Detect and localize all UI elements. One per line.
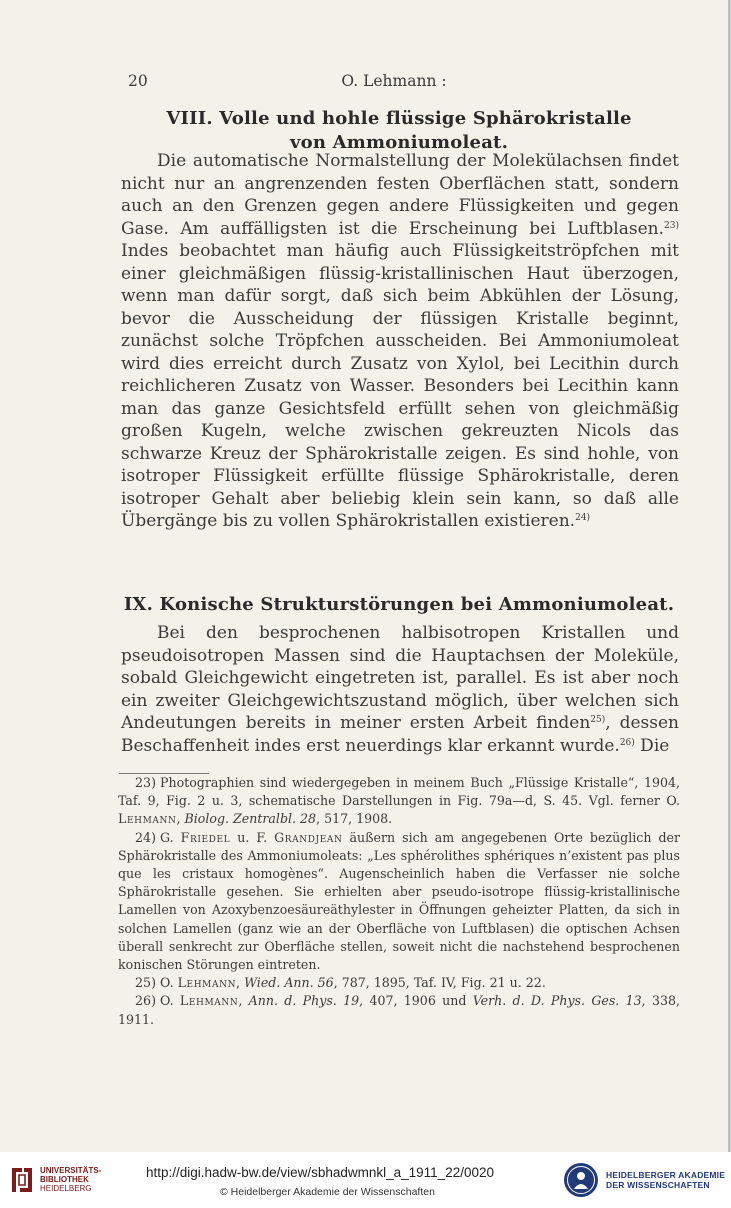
library-name-line: HEIDELBERG <box>40 1184 92 1193</box>
footnote-text: O. <box>160 975 178 991</box>
footnote-26 <box>118 992 680 1028</box>
footnote-author: Friedel <box>180 829 231 845</box>
footnote-text: O. <box>160 993 180 1009</box>
paragraph-text: Bei den besprochenen halbisotropen Kristallen und pseudoisotropen Massen sind die Hauptachsen der Moleküle, sobald Gleichgewicht eingetreten ist, parallel. Es ist aber noch ein zweiter Gleichgewichtszustand möglich, über welchen sich Andeutungen bereits in meiner ersten Arbeit finden <box>121 623 679 733</box>
footnote-journal: Ann. d. Phys. 19 <box>248 993 360 1009</box>
footnote-text: äußern sich am angegebenen Orte bezüglich der Sphärokristalle des Ammoniumoleats: „Les sphérolithes sphériques n’existent pas plus que les cristaux homogènes“. Augenscheinlich haben die Verfasser nie solche Sphärokristalle gesehen. Sie erhielten aber pseudo-isotrope flüssig-kristallinische Lamellen von Azoxybenzoesäureäthylester in Öffnungen geheizter Platten, da sich in solchen Lamellen (ganz wie an der Oberfläche von Luftblasen) die optischen Achsen überall senkrecht zur Oberfläche stellen, soweit nicht die nachstehend besprochenen konischen Störungen eintreten. <box>118 829 680 973</box>
section-9-paragraph <box>121 622 679 757</box>
running-author: O. Lehmann : <box>341 72 447 90</box>
section-9-title: IX. Konische Strukturstörungen bei Ammoniumoleat. <box>123 594 675 615</box>
footnote-author: Lehmann <box>179 993 239 1009</box>
footnote-number: 24) <box>135 829 156 845</box>
footnote-journal: Verh. d. D. Phys. Ges. 13 <box>472 993 642 1009</box>
paragraph-text: Die automatische Normalstellung der Molekülachsen findet nicht nur an angrenzenden festen Oberflächen statt, sondern auch an den Grenzen gegen andere Flüssigkeiten und gegen Gase. Am auffälligsten ist die Erscheinung bei Luftblasen. <box>121 151 679 239</box>
footnotes <box>118 774 680 1029</box>
footnote-text: , 407, 1906 und <box>359 993 473 1009</box>
footnote-number: 26) <box>135 993 156 1009</box>
footnote-author: Grandjean <box>274 829 343 845</box>
section-8-title-line-1: VIII. Volle und hohle flüssige Sphärokristalle <box>166 108 632 129</box>
university-library-name <box>40 1166 101 1193</box>
university-library-logo-icon[interactable] <box>8 1164 36 1196</box>
academy-name <box>606 1170 725 1190</box>
academy-seal-icon[interactable] <box>563 1162 599 1198</box>
section-8-heading <box>118 107 680 155</box>
footnote-text: , <box>236 975 245 991</box>
section-8-title-line-2: von Ammoniumoleat. <box>289 132 509 153</box>
footnote-journal: Biolog. Zentralbl. 28 <box>184 811 317 827</box>
footnote-24 <box>118 829 680 975</box>
running-header <box>120 72 668 92</box>
footnote-text: , 338, 1911. <box>118 993 680 1027</box>
footnote-number: 25) <box>135 975 156 991</box>
viewer-footer <box>0 1152 731 1208</box>
section-9-heading <box>118 593 680 617</box>
copyright-notice: © Heidelberger Akademie der Wissenschaften <box>220 1186 435 1198</box>
footnote-text: , 517, 1908. <box>316 811 393 827</box>
permalink-url[interactable]: http://digi.hadw-bw.de/view/sbhadwmnkl_a_1911_22/0020 <box>146 1165 494 1180</box>
paragraph-text: , dessen Beschaffenheit indes erst neuerdings klar erkannt wurde. <box>121 713 679 756</box>
footnote-ref-26[interactable]: 26) <box>619 737 635 748</box>
footnote-author: Lehmann <box>118 811 177 827</box>
paragraph-text: Indes beobachtet man häufig auch Flüssigkeitströpfchen mit einer gleichmäßigen flüssig-kristallinischen Haut überzogen, wenn man dafür sorgt, daß sich beim Abkühlen der Lösung, bevor die Ausscheidung der flüssigen Kristalle beginnt, zunächst solche Tröpfchen ausscheiden. Bei Ammoniumoleat wird dies erreicht durch Zusatz von Xylol, bei Lecithin durch reichlicheren Zusatz von Wasser. Besonders bei Lecithin kann man das ganze Gesichtsfeld erfüllt sehen von gleichmäßig großen Kugeln, welche zwischen gekreuzten Nicols das schwarze Kreuz der Sphärokristalle zeigen. Es sind hohle, von isotroper Flüssigkeit erfüllte flüssige Sphärokristalle, deren isotroper Gehalt aber beliebig klein sein kann, so daß alle Übergänge bis zu vollen Sphärokristallen existieren. <box>121 241 679 531</box>
footnote-text: , <box>238 993 249 1009</box>
library-name-line: UNIVERSITÄTS- <box>40 1166 102 1175</box>
page-number: 20 <box>128 72 148 90</box>
paragraph-text: Die <box>634 735 670 756</box>
library-name-line: BIBLIOTHEK <box>40 1175 89 1184</box>
footnote-text: G. <box>160 829 181 845</box>
footnote-number: 23) <box>135 775 156 790</box>
footnote-ref-25[interactable]: 25) <box>590 715 606 725</box>
footnote-text: , 787, 1895, Taf. IV, Fig. 21 u. 22. <box>333 975 546 991</box>
footnote-25 <box>118 974 680 992</box>
footnote-ref-23[interactable]: 23) <box>664 220 679 231</box>
academy-name-line: HEIDELBERGER AKADEMIE <box>606 1170 726 1180</box>
footnote-23 <box>118 774 680 829</box>
footnote-text: , <box>176 811 185 827</box>
section-8-paragraph <box>121 150 679 533</box>
academy-name-line: DER WISSENSCHAFTEN <box>606 1180 710 1190</box>
footnote-text: Photographien sind wiedergegeben in meinem Buch „Flüssige Kristalle“, 1904, Taf. 9, Fig. 2 u. 3, schematische Darstellungen in Fig. 79a—d, S. 45. Vgl. ferner O. <box>118 775 680 809</box>
footnote-journal: Wied. Ann. 56 <box>244 975 334 991</box>
footnote-author: Lehmann <box>177 975 237 991</box>
footnote-ref-24[interactable]: 24) <box>575 513 591 523</box>
footnote-text: u. F. <box>230 829 275 845</box>
